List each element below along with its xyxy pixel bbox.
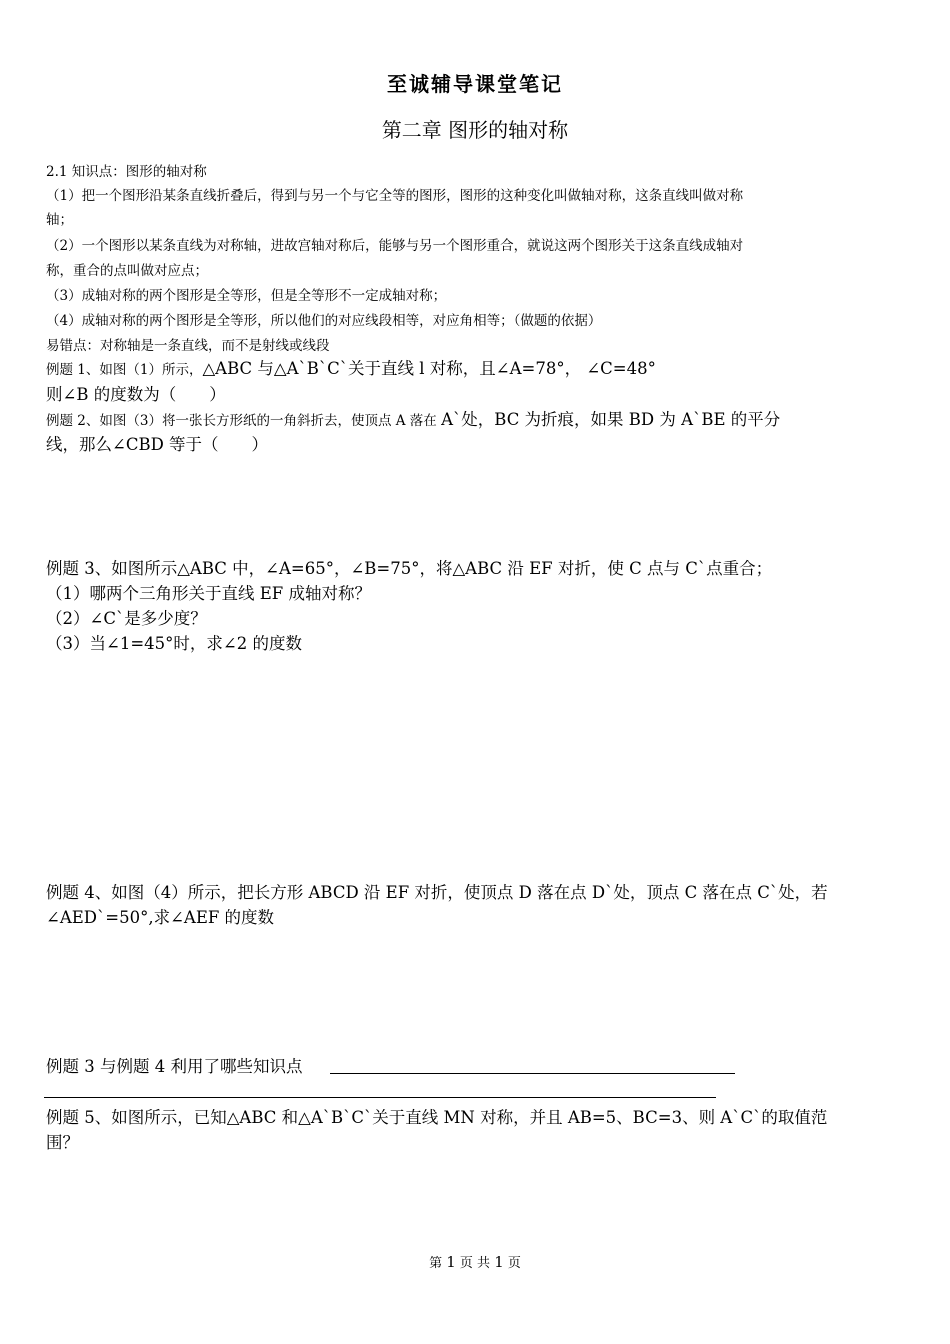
example-3-question-2: （2）∠C`是多少度？ (46, 609, 207, 628)
example-5-line-1: 例题 5、如图所示，已知△ABC 和△A`B`C`关于直线 MN 对称，并且 AB=5、BC=3、则 A`C`的取值范 (46, 1108, 828, 1127)
example-1-body: △ABC 与△A`B`C`关于直线 l 对称，且∠A=78°， ∠C=48° (202, 359, 656, 378)
footer-page-number: 1 (446, 1253, 456, 1271)
example-5-line-2: 围？ (46, 1133, 79, 1152)
answer-blank-line-1 (330, 1073, 735, 1074)
footer-mid: 页 共 (459, 1256, 491, 1271)
answer-blank-line-2 (44, 1097, 716, 1098)
example-1-line-1 (46, 355, 656, 379)
document-title: 至诚辅导课堂笔记 (387, 72, 563, 96)
knowledge-point-3: （3）成轴对称的两个图形是全等形，但是全等形不一定成轴对称； (46, 288, 447, 304)
knowledge-point-1-line-1: （1）把一个图形沿某条直线折叠后，得到与另一个与它全等的图形，图形的这种变化叫做轴对称，这条直线叫做对称 (46, 188, 744, 204)
example-4-line-2: ∠AED`=50°,求∠AEF 的度数 (46, 908, 275, 927)
knowledge-heading: 2.1 知识点：图形的轴对称 (46, 164, 207, 180)
example-2-prefix: 例题 2、如图（3）将一张长方形纸的一角斜折去，使顶点 A 落在 (46, 413, 442, 429)
knowledge-point-2-line-1: （2）一个图形以某条直线为对称轴，进故宫轴对称后，能够与另一个图形重合，就说这两个图形关于这条直线成轴对 (46, 238, 744, 254)
example-3-question-1: （1）哪两个三角形关于直线 EF 成轴对称？ (46, 584, 371, 603)
example-1-line-2: 则∠B 的度数为（ ） (46, 385, 226, 404)
example-2-body: A`处，BC 为折痕，如果 BD 为 A`BE 的平分 (441, 410, 781, 429)
footer-post: 页 (507, 1256, 521, 1271)
mistake-note: 易错点：对称轴是一条直线，而不是射线或线段 (46, 338, 330, 354)
example-1-prefix: 例题 1、如图（1）所示， (46, 362, 203, 378)
example-4-line-1: 例题 4、如图（4）所示，把长方形 ABCD 沿 EF 对折，使顶点 D 落在点 D`处，顶点 C 落在点 C`处，若 (46, 883, 828, 902)
footer-total-pages: 1 (494, 1253, 504, 1271)
example-2-line-2: 线，那么∠CBD 等于（ ） (46, 435, 269, 454)
summary-question: 例题 3 与例题 4 利用了哪些知识点 (46, 1057, 303, 1076)
knowledge-point-1-line-2: 轴； (46, 212, 73, 228)
chapter-title: 第二章 图形的轴对称 (381, 118, 569, 142)
knowledge-point-2-line-2: 称，重合的点叫做对应点； (46, 263, 208, 279)
example-2-line-1 (46, 406, 780, 430)
page-footer (0, 1252, 950, 1271)
example-3-line-1: 例题 3、如图所示△ABC 中，∠A=65°，∠B=75°，将△ABC 沿 EF 对折，使 C 点与 C`点重合； (46, 559, 773, 578)
footer-pre: 第 (429, 1256, 443, 1271)
example-3-question-3: （3）当∠1=45°时，求∠2 的度数 (46, 634, 302, 653)
knowledge-point-4: （4）成轴对称的两个图形是全等形，所以他们的对应线段相等，对应角相等；（做题的依据） (46, 313, 602, 329)
